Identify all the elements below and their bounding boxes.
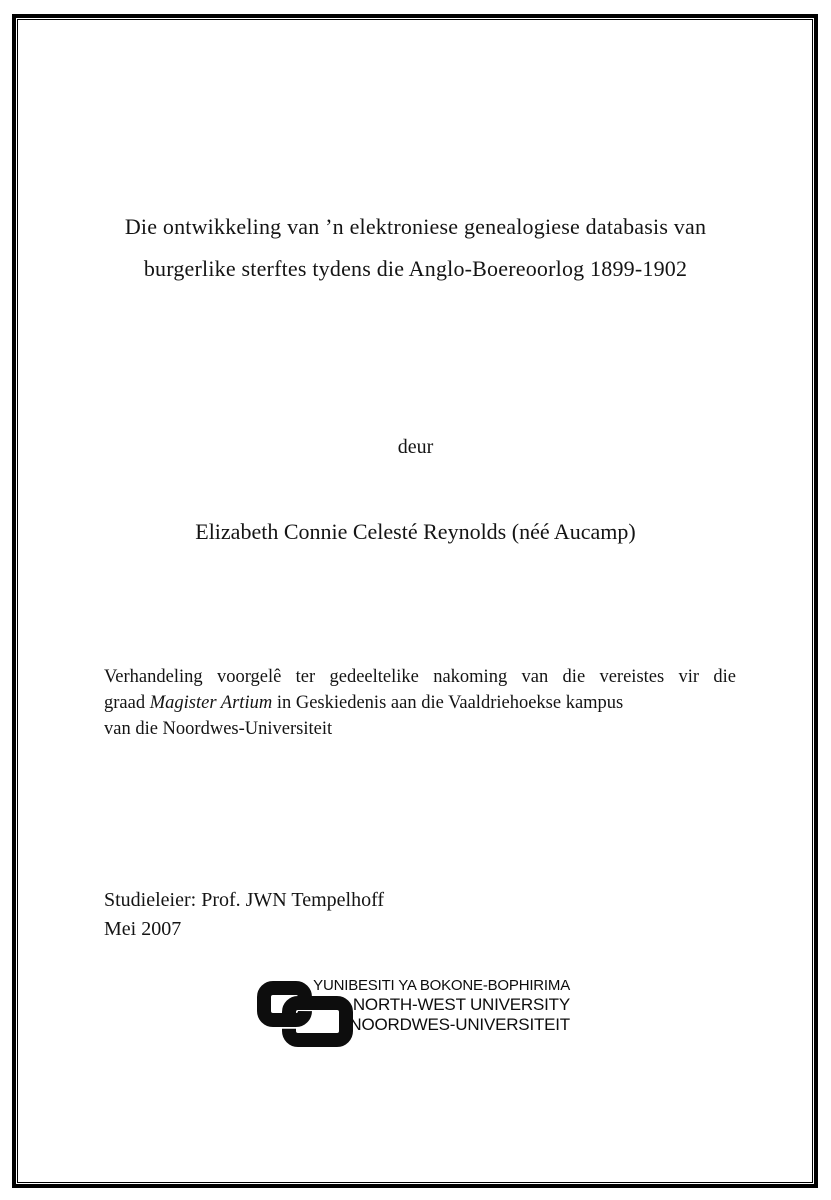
submission-line-2 [104,690,736,716]
university-name-english: NORTH-WEST UNIVERSITY [352,995,570,1014]
university-name-afrikaans: NOORDWES-UNIVERSITEIT [349,1014,570,1034]
university-logo-wordmark [290,976,570,1034]
author-name: Elizabeth Connie Celesté Reynolds (néé Aucamp) [195,519,636,544]
supervisor-block [104,886,384,944]
university-name-setswana: YUNIBESITI YA BOKONE-BOPHIRIMA [313,977,570,994]
degree-name: Magister Artium [149,693,273,713]
submission-statement [104,664,736,742]
supervisor-line: Studieleier: Prof. JWN Tempelhoff [104,889,385,911]
date-line: Mei 2007 [104,918,182,940]
title-line-2: burgerlike sterftes tydens die Anglo-Boereoorlog 1899-1902 [143,256,688,281]
submission-line-1: Verhandeling voorgelê ter gedeeltelike nakoming van die vereistes vir die [104,667,736,687]
byline-label: deur [397,436,434,458]
submission-line-2-suffix: in Geskiedenis aan die Vaaldriehoekse kampus [272,693,624,713]
submission-line-2-prefix: graad [104,693,150,713]
thesis-title [40,206,791,290]
title-line-1: Die ontwikkeling van ’n elektroniese genealogiese databasis van [124,214,707,239]
submission-line-3: van die Noordwes-Universiteit [104,719,333,739]
